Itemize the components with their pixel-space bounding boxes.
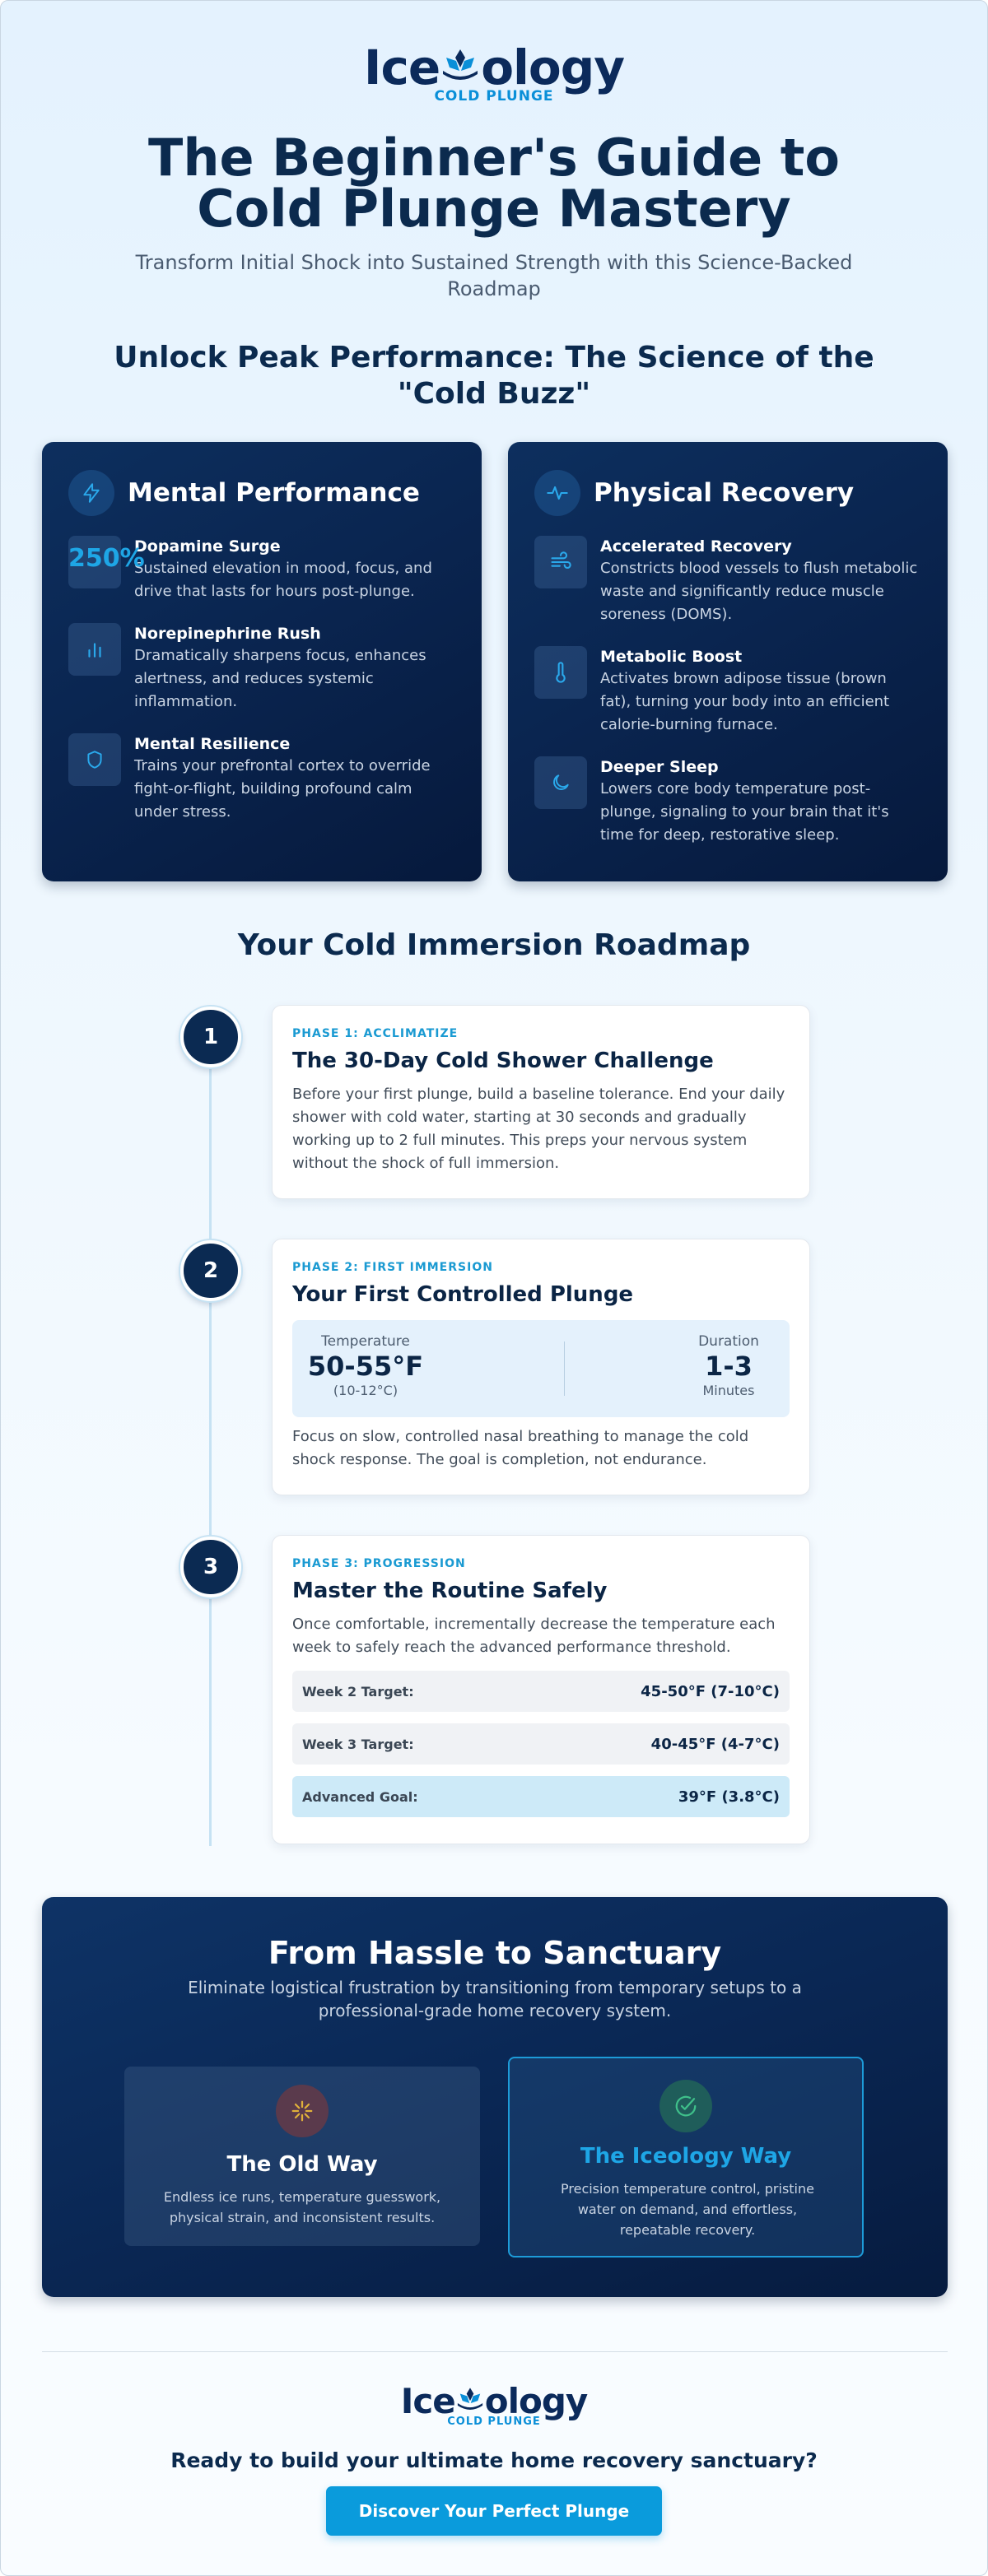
step-3-marker: 3 bbox=[180, 1537, 241, 1597]
logo-text-right: ology bbox=[481, 40, 625, 95]
benefit-title: Norepinephrine Rush bbox=[134, 625, 321, 643]
benefit-text: Lowers core body temperature post-plunge, signaling to your brain that it's time for deep, restorative sleep. bbox=[600, 780, 889, 844]
old-way-text: Endless ice runs, temperature guesswork, physical strain, and inconsistent results. bbox=[163, 2189, 441, 2225]
benefit-text: Sustained elevation in mood, focus, and drive that lasts for hours post-plunge. bbox=[134, 560, 432, 600]
old-way-card bbox=[124, 2067, 480, 2246]
logo-text-left: Ice bbox=[363, 40, 440, 95]
timeline-line bbox=[209, 1039, 212, 1846]
week-3-target: Week 3 Target: 40-45°F (4-7°C) bbox=[292, 1723, 790, 1765]
step-1-marker: 1 bbox=[180, 1007, 241, 1067]
benefit-dopamine bbox=[68, 536, 455, 603]
logo-tagline: COLD PLUNGE bbox=[434, 88, 554, 105]
science-section-title: Unlock Peak Performance: The Science of the "Cold Buzz" bbox=[114, 341, 874, 411]
lightning-icon bbox=[68, 470, 114, 516]
phase-text: Once comfortable, incrementally decrease the temperature each week to safely reach the advanced performance threshold. bbox=[292, 1616, 776, 1656]
benefit-text: Dramatically sharpens focus, enhances alertness, and reduces systemic inflammation. bbox=[134, 647, 426, 710]
benefit-title: Mental Resilience bbox=[134, 735, 291, 753]
footer-logo[interactable] bbox=[1, 2381, 987, 2428]
benefit-title: Deeper Sleep bbox=[600, 758, 719, 776]
cta-heading: Ready to build your ultimate home recovery sanctuary? bbox=[170, 2448, 818, 2472]
phase-title: Your First Controlled Plunge bbox=[292, 1282, 634, 1307]
footer-divider bbox=[42, 2351, 948, 2352]
moon-icon bbox=[534, 756, 587, 809]
hassle-subtitle: Eliminate logistical frustration by transitioning from temporary setups to a professional-grade home recovery system. bbox=[188, 1978, 802, 2020]
thermometer-icon bbox=[534, 646, 587, 699]
iceology-way-title: The Iceology Way bbox=[580, 2144, 792, 2169]
iceology-way-text: Precision temperature control, pristine water on demand, and effortless, repeatable recovery. bbox=[561, 2181, 814, 2238]
logo-text-right: ology bbox=[484, 2381, 588, 2421]
week-2-target: Week 2 Target: 45-50°F (7-10°C) bbox=[292, 1671, 790, 1712]
benefit-norepinephrine bbox=[68, 623, 455, 714]
page-title: The Beginner's Guide to Cold Plunge Mastery bbox=[148, 128, 840, 239]
mental-performance-card bbox=[42, 442, 482, 881]
benefit-metabolic bbox=[534, 646, 921, 737]
wind-icon bbox=[534, 536, 587, 588]
sparkle-icon bbox=[276, 2085, 329, 2137]
hassle-to-sanctuary-section bbox=[42, 1897, 948, 2297]
phase-2-card bbox=[272, 1239, 810, 1495]
roadmap-title: Your Cold Immersion Roadmap bbox=[237, 928, 751, 962]
phase-text: Before your first plunge, build a baseline tolerance. End your daily shower with cold water, starting at 30 seconds and gradually working up to 2 full minutes. This preps your nervous system without the shock of full immersion. bbox=[292, 1086, 785, 1172]
benefit-sleep bbox=[534, 756, 921, 847]
benefit-recovery bbox=[534, 536, 921, 626]
old-way-title: The Old Way bbox=[226, 2152, 378, 2177]
advanced-goal: Advanced Goal: 39°F (3.8°C) bbox=[292, 1776, 790, 1817]
pulse-icon bbox=[534, 470, 580, 516]
physical-recovery-card bbox=[508, 442, 948, 881]
bar-chart-icon bbox=[68, 623, 121, 676]
benefit-text: Trains your prefrontal cortex to override fight-or-flight, building profound calm under stress. bbox=[134, 757, 431, 821]
discover-plunge-button[interactable]: Discover Your Perfect Plunge bbox=[326, 2486, 662, 2536]
mental-card-title: Mental Performance bbox=[128, 478, 420, 508]
iceology-way-card bbox=[508, 2057, 864, 2257]
check-circle-icon bbox=[659, 2080, 712, 2132]
physical-card-title: Physical Recovery bbox=[594, 478, 855, 508]
logo-tagline: COLD PLUNGE bbox=[447, 2416, 541, 2428]
plunge-stats bbox=[292, 1320, 790, 1417]
step-2-marker: 2 bbox=[180, 1240, 241, 1301]
phase-text: Focus on slow, controlled nasal breathing to manage the cold shock response. The goal is completion, not endurance. bbox=[292, 1428, 749, 1468]
temperature-stat: Temperature 50-55°F (10-12°C) bbox=[307, 1333, 424, 1398]
hassle-title: From Hassle to Sanctuary bbox=[268, 1935, 722, 1971]
logo-text-left: Ice bbox=[400, 2381, 455, 2421]
benefit-title: Metabolic Boost bbox=[600, 648, 743, 666]
benefit-title: Accelerated Recovery bbox=[600, 537, 792, 556]
header bbox=[1, 40, 987, 302]
benefit-text: Activates brown adipose tissue (brown fat), turning your body into an efficient calorie-burning furnace. bbox=[600, 670, 890, 733]
shield-icon bbox=[68, 733, 121, 786]
brand-logo[interactable] bbox=[363, 40, 625, 105]
phase-title: Master the Routine Safely bbox=[292, 1579, 608, 1603]
phase-1-card bbox=[272, 1005, 810, 1199]
benefit-title: Dopamine Surge bbox=[134, 537, 281, 556]
phase-label: PHASE 1: ACCLIMATIZE bbox=[292, 1027, 459, 1040]
phase-label: PHASE 3: PROGRESSION bbox=[292, 1557, 466, 1570]
phase-3-card bbox=[272, 1535, 810, 1844]
snowflake-logo-icon bbox=[455, 2384, 485, 2419]
stats-divider bbox=[564, 1341, 565, 1396]
benefit-text: Constricts blood vessels to flush metabolic waste and significantly reduce muscle soreness (DOMS). bbox=[600, 560, 918, 623]
phase-title: The 30-Day Cold Shower Challenge bbox=[292, 1049, 714, 1073]
phase-label: PHASE 2: FIRST IMMERSION bbox=[292, 1261, 493, 1274]
snowflake-logo-icon bbox=[440, 44, 481, 91]
duration-stat: Duration 1-3 Minutes bbox=[698, 1333, 759, 1398]
page-subtitle: Transform Initial Shock into Sustained Strength with this Science-Backed Roadmap bbox=[135, 251, 853, 300]
dopamine-stat: 250% bbox=[68, 544, 145, 573]
benefit-resilience bbox=[68, 733, 455, 824]
